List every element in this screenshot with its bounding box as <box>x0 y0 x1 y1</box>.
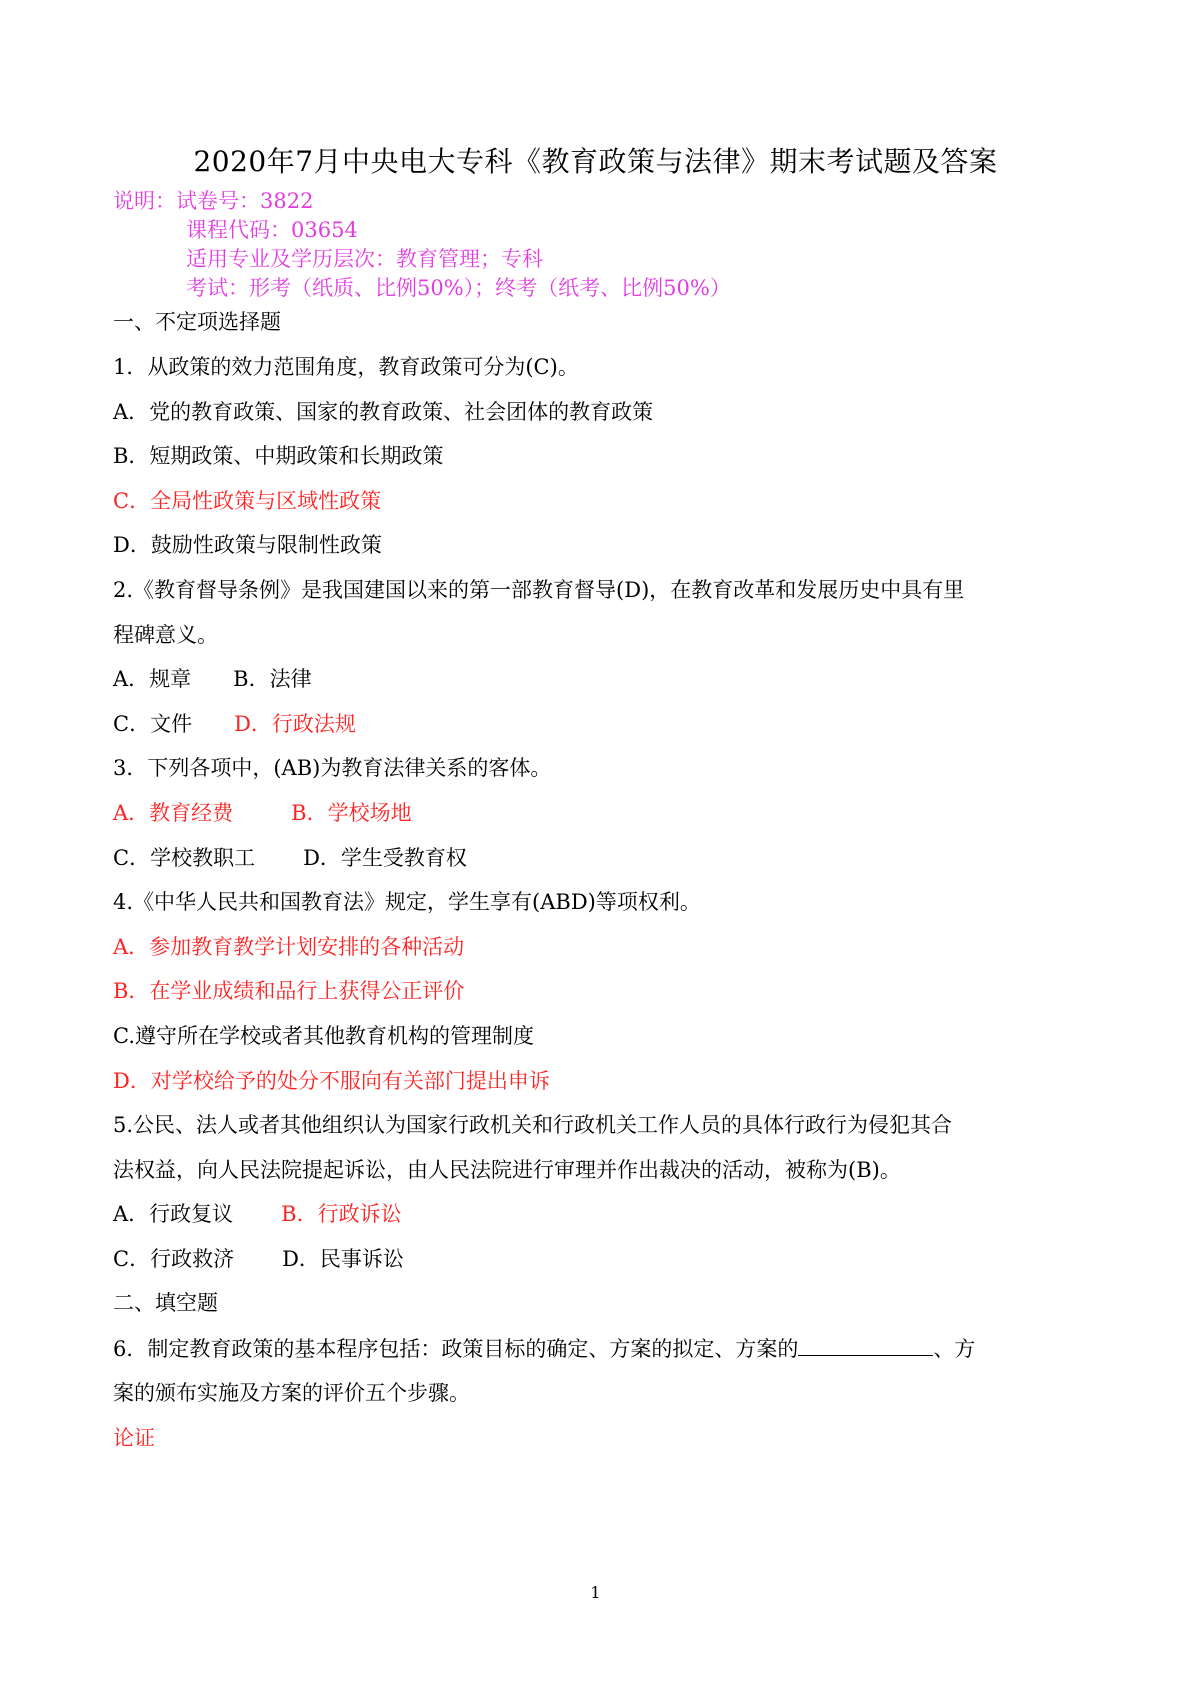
q6-stem-line1 <box>113 1333 975 1364</box>
q3-option-c: C．学校教职工 <box>113 846 256 870</box>
q5-options-row1 <box>113 1199 402 1229</box>
q3-options-row1 <box>113 798 412 828</box>
q4-option-a-answer: A．参加教育教学计划安排的各种活动 <box>113 935 465 959</box>
q5-option-a: A．行政复议 <box>113 1202 234 1226</box>
q4-option-c: C.遵守所在学校或者其他教育机构的管理制度 <box>113 1024 534 1048</box>
q4-option-d-answer: D．对学校给予的处分不服向有关部门提出申诉 <box>113 1069 550 1093</box>
q4-option-b-answer: B．在学业成绩和品行上获得公正评价 <box>113 979 465 1003</box>
q5-option-d: D．民事诉讼 <box>282 1247 404 1271</box>
q2-option-d-answer: D．行政法规 <box>234 712 356 736</box>
page-number: 1 <box>590 1583 601 1602</box>
q3-stem: 3．下列各项中，(AB)为教育法律关系的客体。 <box>113 756 552 780</box>
q3-option-b-answer: B．学校场地 <box>291 801 412 825</box>
q6-blank <box>798 1333 933 1356</box>
q6-stem-line2: 案的颁布实施及方案的评价五个步骤。 <box>113 1381 470 1405</box>
q2-stem-line1: 2.《教育督导条例》是我国建国以来的第一部教育督导(D)，在教育改革和发展历史中具有里 <box>113 578 965 602</box>
q3-options-row2 <box>113 843 467 873</box>
q1-option-c-answer: C．全局性政策与区域性政策 <box>113 489 382 513</box>
q1-stem: 1．从政策的效力范围角度，教育政策可分为(C)。 <box>113 355 579 379</box>
q6-stem-before-blank: 6．制定教育政策的基本程序包括：政策目标的确定、方案的拟定、方案的 <box>113 1337 799 1361</box>
q1-option-d: D．鼓励性政策与限制性政策 <box>113 533 382 557</box>
q5-option-c: C．行政救济 <box>113 1247 235 1271</box>
q5-options-row2 <box>113 1244 404 1274</box>
note-exam: 考试：形考（纸质、比例50%）；终考（纸考、比例50%） <box>186 276 731 300</box>
q3-option-a-answer: A．教育经费 <box>113 801 234 825</box>
q5-stem-line2: 法权益，向人民法院提起诉讼，由人民法院进行审理并作出裁决的活动，被称为(B)。 <box>113 1158 901 1182</box>
section-heading-fill: 二、填空题 <box>113 1291 218 1315</box>
q2-option-b: B．法律 <box>233 667 312 691</box>
q2-stem-line2: 程碑意义。 <box>113 623 218 647</box>
q6-answer: 论证 <box>113 1426 155 1450</box>
q2-options-row2 <box>113 709 356 739</box>
q1-option-a: A．党的教育政策、国家的教育政策、社会团体的教育政策 <box>113 400 654 424</box>
q5-option-b-answer: B．行政诉讼 <box>281 1202 402 1226</box>
note-course-code: 课程代码：03654 <box>186 218 358 242</box>
q2-option-a: A．规章 <box>113 667 192 691</box>
q2-option-c: C．文件 <box>113 712 193 736</box>
q2-options-row1 <box>113 664 312 694</box>
section-heading-choice: 一、不定项选择题 <box>113 310 281 334</box>
q1-option-b: B．短期政策、中期政策和长期政策 <box>113 444 444 468</box>
note-major: 适用专业及学历层次：教育管理；专科 <box>186 247 543 271</box>
note-paper-number: 说明：试卷号：3822 <box>113 189 314 213</box>
q6-stem-after-blank: 、方 <box>933 1337 976 1361</box>
page-title: 2020年7月中央电大专科《教育政策与法律》期末考试题及答案 <box>193 145 998 178</box>
q3-option-d: D．学生受教育权 <box>303 846 467 870</box>
q5-stem-line1: 5.公民、法人或者其他组织认为国家行政机关和行政机关工作人员的具体行政行为侵犯其合 <box>113 1113 953 1137</box>
q4-stem: 4.《中华人民共和国教育法》规定，学生享有(ABD)等项权利。 <box>113 890 701 914</box>
